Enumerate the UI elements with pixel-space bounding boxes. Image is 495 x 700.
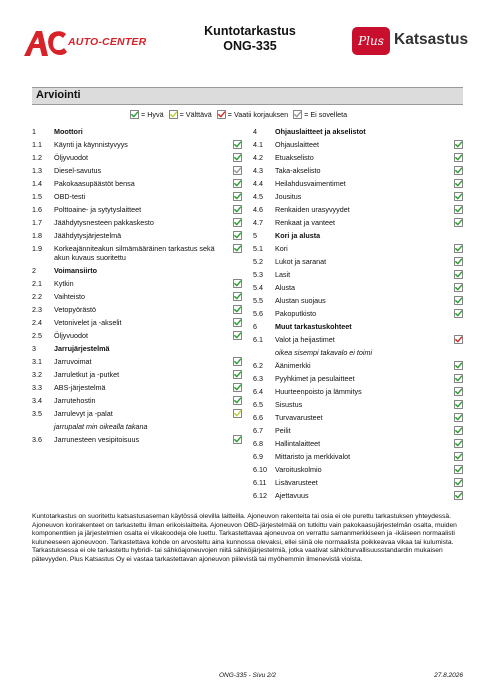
item-number: 4.3 <box>253 166 263 175</box>
item-label: Kori ja alusta <box>275 231 321 240</box>
item-label: Pakoputkisto <box>275 309 317 318</box>
checklist-row <box>32 277 242 290</box>
item-number: 6.4 <box>253 387 263 396</box>
auto-center-logo <box>22 28 152 58</box>
status-bad-icon <box>217 110 226 119</box>
status-good-icon <box>454 296 463 305</box>
checklist-row <box>32 138 242 151</box>
page-date: 27.8.2026 <box>434 672 463 679</box>
status-good-icon <box>454 491 463 500</box>
status-good-icon <box>233 218 242 227</box>
checklist-row <box>253 268 463 281</box>
status-good-icon <box>233 292 242 301</box>
checklist-row <box>32 316 242 329</box>
item-number: 1.2 <box>32 153 42 162</box>
checklist-row <box>253 489 463 502</box>
item-label: Pyyhkimet ja pesulaitteet <box>275 374 355 383</box>
status-good-icon <box>233 179 242 188</box>
item-label: Voimansiirto <box>54 266 97 275</box>
item-number: 2.1 <box>32 279 42 288</box>
item-number: 2.4 <box>32 318 42 327</box>
status-good-icon <box>454 140 463 149</box>
item-label: Jarrujärjestelmä <box>54 344 110 353</box>
item-number: 1.1 <box>32 140 42 149</box>
checklist-row <box>32 329 242 342</box>
item-label: Alusta <box>275 283 295 292</box>
item-number: 1.8 <box>32 231 42 240</box>
item-number: 3.1 <box>32 357 42 366</box>
status-good-icon <box>454 465 463 474</box>
status-good-icon <box>233 396 242 405</box>
item-number: 6.6 <box>253 413 263 422</box>
item-number: 4.1 <box>253 140 263 149</box>
status-good-icon <box>454 374 463 383</box>
item-number: 6.2 <box>253 361 263 370</box>
checklist-row <box>32 190 242 203</box>
checklist-row <box>32 203 242 216</box>
item-label: Valot ja heijastimet <box>275 335 335 344</box>
item-label: Ohjauslaitteet <box>275 140 319 149</box>
status-good-icon <box>233 318 242 327</box>
status-good-icon <box>233 435 242 444</box>
item-label: Korkeajänniteakun silmämääräinen tarkastus sekä akun kuvaus suoritettu <box>54 244 215 262</box>
checklist-row <box>253 307 463 320</box>
item-label: Huurteenpoisto ja lämmitys <box>275 387 362 396</box>
checklist-row <box>32 229 242 242</box>
category-header <box>253 229 463 242</box>
status-good-icon <box>454 413 463 422</box>
item-label: Jousitus <box>275 192 302 201</box>
item-label: jarrupalat min oikealla takana <box>54 422 148 431</box>
legend-item <box>130 110 164 119</box>
item-label: Lisävarusteet <box>275 478 318 487</box>
status-good-icon <box>233 279 242 288</box>
item-label: Mittaristo ja merkkivalot <box>275 452 351 461</box>
status-legend <box>130 110 352 119</box>
status-good-icon <box>454 166 463 175</box>
legend-item <box>217 110 288 119</box>
status-good-icon <box>454 153 463 162</box>
checklist-row <box>32 177 242 190</box>
document-title <box>170 24 330 54</box>
item-label: Heilahdusvaimentimet <box>275 179 346 188</box>
item-label: Vetopyörästö <box>54 305 96 314</box>
item-label: oikea sisempi takavalo ei toimi <box>275 348 373 357</box>
status-fair-icon <box>233 409 242 418</box>
checklist-row <box>32 368 242 381</box>
item-number: 1.6 <box>32 205 42 214</box>
checklist-row <box>32 242 242 264</box>
item-number: 1.5 <box>32 192 42 201</box>
item-label: Jarruletkut ja -putket <box>54 370 120 379</box>
legend-label: = Vaatii korjauksen <box>227 110 289 119</box>
item-label: Taka-akselisto <box>275 166 321 175</box>
item-number: 4 <box>253 127 257 136</box>
checklist-row <box>253 359 463 372</box>
item-label: Polttoaine- ja sytytyslaitteet <box>54 205 142 214</box>
status-good-icon <box>454 452 463 461</box>
status-good-icon <box>233 205 242 214</box>
status-good-icon <box>233 192 242 201</box>
checklist-row <box>253 450 463 463</box>
item-label: Hallintalaitteet <box>275 439 321 448</box>
status-good-icon <box>233 153 242 162</box>
item-number: 5.2 <box>253 257 263 266</box>
status-good-icon <box>454 283 463 292</box>
status-good-icon <box>454 309 463 318</box>
item-number: 5.1 <box>253 244 263 253</box>
checklist-row <box>253 190 463 203</box>
item-number: 3.5 <box>32 409 42 418</box>
item-number: 1.4 <box>32 179 42 188</box>
legend-label: = Ei sovelleta <box>304 110 348 119</box>
status-good-icon <box>454 478 463 487</box>
checklist-row <box>253 294 463 307</box>
legend-item <box>169 110 212 119</box>
item-label: Renkaat ja vanteet <box>275 218 335 227</box>
checklist-row <box>32 407 242 420</box>
status-good-icon <box>454 387 463 396</box>
item-label: Öljyvuodot <box>54 331 88 340</box>
checklist-row <box>253 203 463 216</box>
item-label: Alustan suojaus <box>275 296 326 305</box>
title-line-2: ONG-335 <box>223 39 277 53</box>
category-header <box>253 125 463 138</box>
item-number: 6.7 <box>253 426 263 435</box>
status-good-icon <box>454 270 463 279</box>
plus-brand-text: Katsastus <box>394 31 469 48</box>
status-na-icon <box>233 166 242 175</box>
item-label: Ajettavuus <box>275 491 309 500</box>
checklist-row <box>253 151 463 164</box>
disclaimer-text: Kuntotarkastus on suoritettu katsastusaseman käytössä olevilla laitteilla. Ajoneuvon rakenteita tai osia ei ole purettu tarkastuksen yhteydessä. Ajoneuvon korirakenteet on tarkastettu ilman erikoislaitteita. Ajoneuvon OBD-järjestelmää on tutkittu vain pakokaasujärjestelmän osalta, muiden komponenttien ja järjestelmien osalta ei vikakoodeja ole luettu. Tarkastettavaa ajoneuvoa on verrattu samanmerkkiseen ja -ikäiseen normaalisti kuluneeseen ajoneuvoon. Tarkastettava kohde on arvosteltu aina kunnossa olevaksi, ellei siinä ole normaalista poikkeavaa vikaa tai kulumista. Tarkastuksessa ei ole tarkastettu hybridi- tai sähköajoneuvojen niitä sähköjärjestelmiä, jotka vaativat sähköturvallisuusstandardin mukaisen pätevyyden. Plus Katsastus Oy ei vastaa tarkastettavan ajoneuvon piilevistä tai myöhemmin ilmenevistä vioista. <box>32 513 457 563</box>
item-label: Jarrunesteen vesipitoisuus <box>54 435 140 444</box>
status-good-icon <box>454 361 463 370</box>
checklist-row <box>32 164 242 177</box>
checklist-row <box>253 216 463 229</box>
item-number: 5 <box>253 231 257 240</box>
item-number: 4.5 <box>253 192 263 201</box>
item-number: 6.9 <box>253 452 263 461</box>
checklist-row <box>253 411 463 424</box>
item-label: Lasit <box>275 270 291 279</box>
item-label: Jäähdytysjärjestelmä <box>54 231 122 240</box>
item-number: 6.8 <box>253 439 263 448</box>
item-number: 1 <box>32 127 36 136</box>
auto-center-brand-text: AUTO-CENTER <box>68 36 147 48</box>
item-number: 5.6 <box>253 309 263 318</box>
item-number: 4.6 <box>253 205 263 214</box>
item-number: 3.2 <box>32 370 42 379</box>
item-number: 5.5 <box>253 296 263 305</box>
checklist-row <box>32 290 242 303</box>
item-label: Öljyvuodot <box>54 153 88 162</box>
status-good-icon <box>233 140 242 149</box>
item-label: Jarrulevyt ja -palat <box>54 409 113 418</box>
item-label: Jäähdytysnesteen pakkaskesto <box>54 218 154 227</box>
item-label: Moottori <box>54 127 83 136</box>
item-number: 3.4 <box>32 396 42 405</box>
status-good-icon <box>454 439 463 448</box>
item-number: 3 <box>32 344 36 353</box>
status-good-icon <box>454 179 463 188</box>
checklist-row <box>32 394 242 407</box>
item-label: OBD-testi <box>54 192 86 201</box>
section-header <box>32 87 463 105</box>
checklist-row <box>253 138 463 151</box>
status-good-icon <box>233 370 242 379</box>
item-label: Äänimerkki <box>275 361 311 370</box>
item-label: Sisustus <box>275 400 303 409</box>
item-number: 2.5 <box>32 331 42 340</box>
checklist-row <box>253 463 463 476</box>
page-number: ONG-335 - Sivu 2/2 <box>218 672 277 679</box>
category-header <box>32 125 242 138</box>
status-good-icon <box>454 244 463 253</box>
checklist-row <box>32 355 242 368</box>
status-good-icon <box>454 218 463 227</box>
status-good-icon <box>454 205 463 214</box>
status-good-icon <box>233 331 242 340</box>
item-remark <box>253 346 463 359</box>
item-label: Lukot ja saranat <box>275 257 327 266</box>
checklist-row <box>32 303 242 316</box>
status-good-icon <box>233 357 242 366</box>
item-number: 3.3 <box>32 383 42 392</box>
item-number: 3.6 <box>32 435 42 444</box>
auto-center-logo-icon <box>22 28 68 58</box>
section-title: Arviointi <box>36 89 81 101</box>
status-good-icon <box>130 110 139 119</box>
checklist-row <box>253 333 463 346</box>
item-label: Etuakselisto <box>275 153 314 162</box>
plus-badge: Plus <box>352 27 390 55</box>
checklist-row <box>253 372 463 385</box>
item-number: 6.3 <box>253 374 263 383</box>
item-label: Renkaiden urasyvyydet <box>275 205 350 214</box>
status-na-icon <box>293 110 302 119</box>
item-number: 6.1 <box>253 335 263 344</box>
item-number: 6.10 <box>253 465 267 474</box>
item-number: 5.4 <box>253 283 263 292</box>
status-good-icon <box>454 426 463 435</box>
item-number: 2.3 <box>32 305 42 314</box>
item-remark <box>32 420 242 433</box>
status-good-icon <box>233 244 242 253</box>
checklist-row <box>32 151 242 164</box>
item-number: 6.11 <box>253 478 267 487</box>
item-number: 5.3 <box>253 270 263 279</box>
status-good-icon <box>454 257 463 266</box>
checklist-row <box>253 437 463 450</box>
item-number: 6.12 <box>253 491 267 500</box>
item-label: Ohjauslaitteet ja akselistot <box>275 127 366 136</box>
item-label: Jarrutehostin <box>54 396 96 405</box>
item-label: Kytkin <box>54 279 74 288</box>
checklist-row <box>32 433 242 446</box>
item-label: Jarruvoimat <box>54 357 92 366</box>
item-label: Vaihteisto <box>54 292 86 301</box>
item-label: Varoituskolmio <box>275 465 322 474</box>
item-number: 2 <box>32 266 36 275</box>
item-number: 2.2 <box>32 292 42 301</box>
status-good-icon <box>454 192 463 201</box>
checklist-row <box>253 385 463 398</box>
item-number: 4.2 <box>253 153 263 162</box>
checklist-row <box>253 476 463 489</box>
item-label: Kori <box>275 244 288 253</box>
item-label: Vetonivelet ja -akselit <box>54 318 122 327</box>
checklist-row <box>32 216 242 229</box>
checklist-row <box>253 242 463 255</box>
checklist-row <box>253 177 463 190</box>
item-number: 1.9 <box>32 244 42 253</box>
legend-label: = Välttävä <box>179 110 212 119</box>
status-fair-icon <box>169 110 178 119</box>
plus-katsastus-logo <box>352 26 477 56</box>
item-number: 4.7 <box>253 218 263 227</box>
status-good-icon <box>454 400 463 409</box>
category-header <box>32 342 242 355</box>
item-label: Diesel-savutus <box>54 166 102 175</box>
status-good-icon <box>233 231 242 240</box>
item-number: 4.4 <box>253 179 263 188</box>
item-label: Turvavarusteet <box>275 413 323 422</box>
category-header <box>253 320 463 333</box>
page-header <box>0 0 495 80</box>
checklist-right-column <box>253 125 463 502</box>
item-number: 6.5 <box>253 400 263 409</box>
item-label: Pakokaasupäästöt bensa <box>54 179 135 188</box>
item-number: 1.7 <box>32 218 42 227</box>
checklist-left-column <box>32 125 242 446</box>
checklist-row <box>253 281 463 294</box>
category-header <box>32 264 242 277</box>
checklist-row <box>32 381 242 394</box>
checklist-row <box>253 424 463 437</box>
status-good-icon <box>233 383 242 392</box>
legend-item <box>293 110 347 119</box>
item-label: Peilit <box>275 426 291 435</box>
item-label: ABS-järjestelmä <box>54 383 106 392</box>
checklist-row <box>253 164 463 177</box>
title-line-1: Kuntotarkastus <box>204 24 296 38</box>
status-bad-icon <box>454 335 463 344</box>
item-number: 6 <box>253 322 257 331</box>
item-label: Käynti ja käynnistyvyys <box>54 140 128 149</box>
checklist-row <box>253 255 463 268</box>
item-number: 1.3 <box>32 166 42 175</box>
status-good-icon <box>233 305 242 314</box>
legend-label: = Hyvä <box>141 110 164 119</box>
item-label: Muut tarkastuskohteet <box>275 322 352 331</box>
checklist-row <box>253 398 463 411</box>
